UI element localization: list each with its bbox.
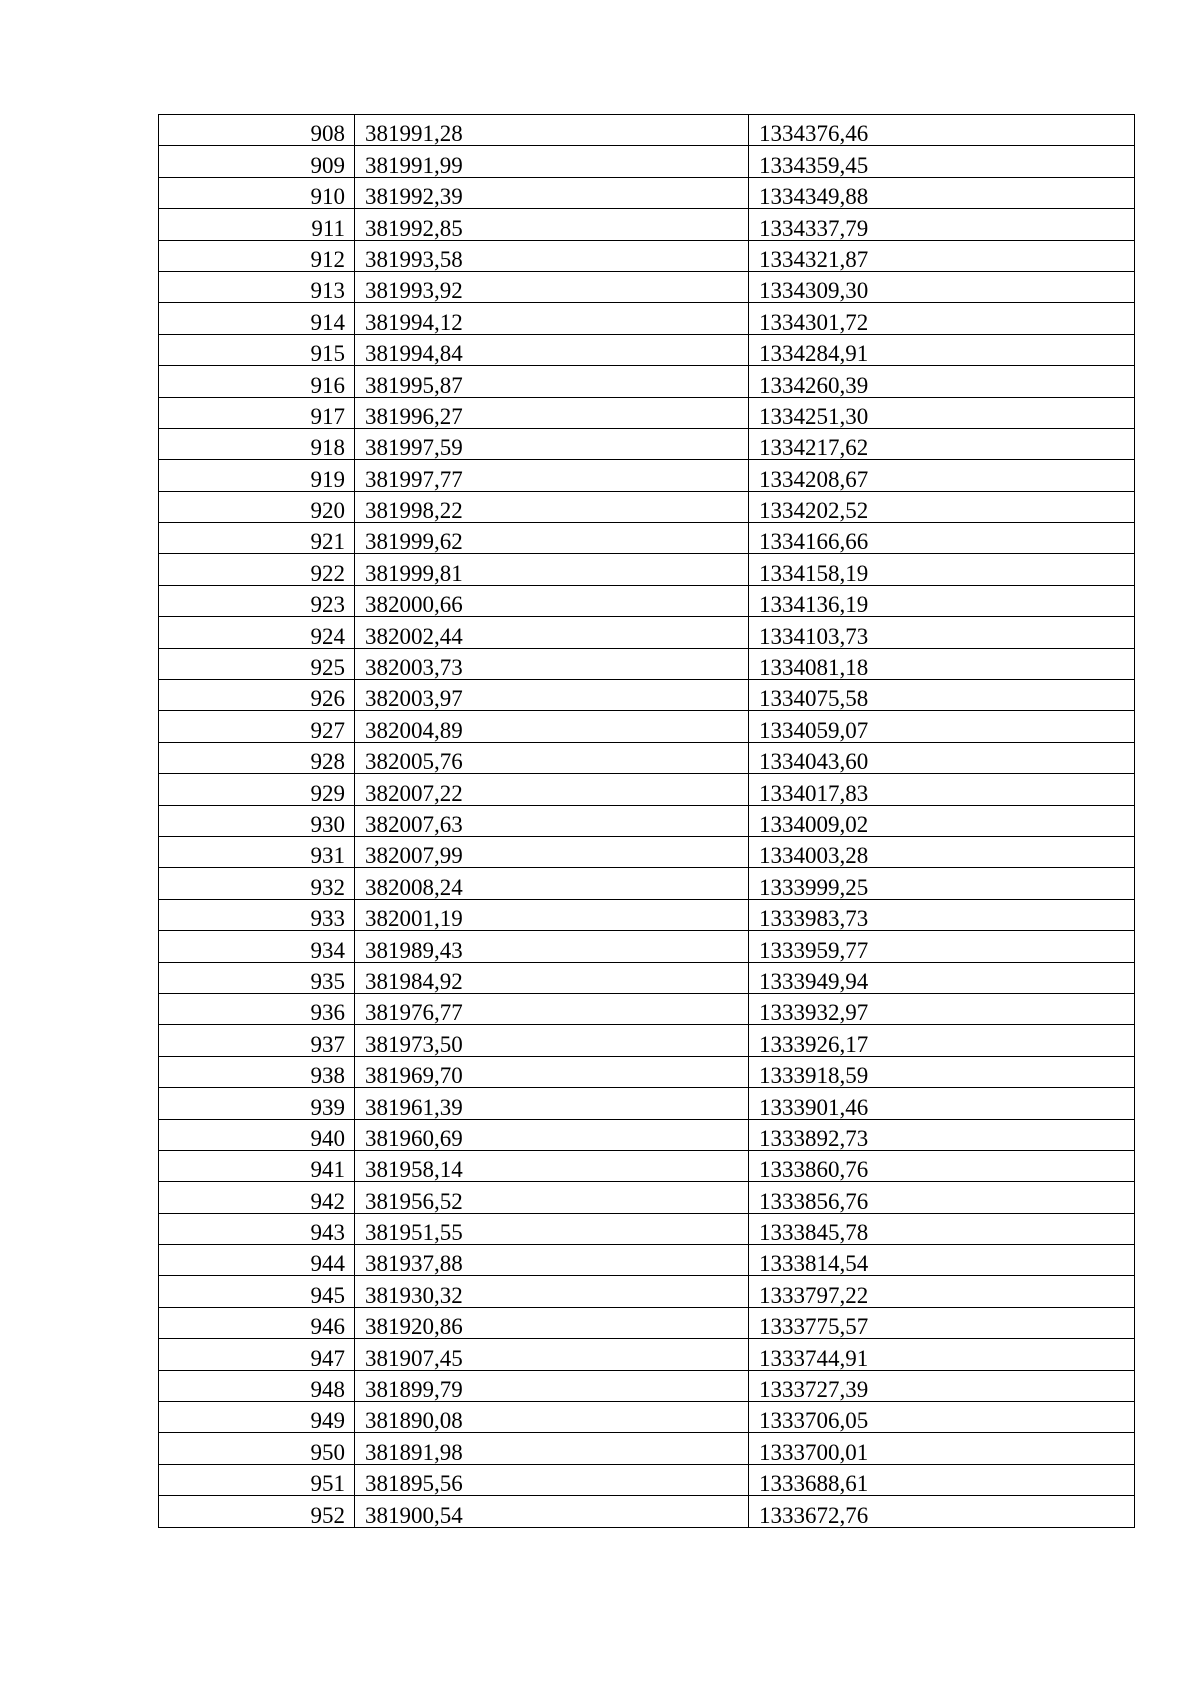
- y-coordinate-cell: 1334103,73: [749, 617, 1135, 648]
- y-coordinate-cell: 1334075,58: [749, 680, 1135, 711]
- point-number-cell: 919: [159, 460, 355, 491]
- table-row: [159, 1307, 1135, 1338]
- table-row: [159, 146, 1135, 177]
- x-coordinate-cell: 381989,43: [355, 931, 749, 962]
- x-coordinate-cell: 381991,99: [355, 146, 749, 177]
- table-row: [159, 177, 1135, 208]
- point-number-cell: 951: [159, 1464, 355, 1495]
- point-number-cell: 947: [159, 1339, 355, 1370]
- y-coordinate-cell: 1334158,19: [749, 554, 1135, 585]
- y-coordinate-cell: 1334136,19: [749, 585, 1135, 616]
- y-coordinate-cell: 1334337,79: [749, 209, 1135, 240]
- x-coordinate-cell: 381930,32: [355, 1276, 749, 1307]
- y-coordinate-cell: 1334208,67: [749, 460, 1135, 491]
- x-coordinate-cell: 382003,73: [355, 648, 749, 679]
- table-row: [159, 428, 1135, 459]
- table-row: [159, 1402, 1135, 1433]
- point-number-cell: 931: [159, 836, 355, 867]
- point-number-cell: 943: [159, 1213, 355, 1244]
- x-coordinate-cell: 382007,99: [355, 836, 749, 867]
- x-coordinate-cell: 381991,28: [355, 115, 749, 146]
- table-row: [159, 523, 1135, 554]
- x-coordinate-cell: 381895,56: [355, 1464, 749, 1495]
- point-number-cell: 926: [159, 680, 355, 711]
- point-number-cell: 921: [159, 523, 355, 554]
- point-number-cell: 948: [159, 1370, 355, 1401]
- point-number-cell: 920: [159, 491, 355, 522]
- table-row: [159, 1464, 1135, 1495]
- table-row: [159, 962, 1135, 993]
- point-number-cell: 922: [159, 554, 355, 585]
- table-row: [159, 1213, 1135, 1244]
- y-coordinate-cell: 1333860,76: [749, 1150, 1135, 1181]
- table-row: [159, 1370, 1135, 1401]
- table-row: [159, 1119, 1135, 1150]
- table-row: [159, 1276, 1135, 1307]
- x-coordinate-cell: 381956,52: [355, 1182, 749, 1213]
- y-coordinate-cell: 1334202,52: [749, 491, 1135, 522]
- x-coordinate-cell: 381969,70: [355, 1056, 749, 1087]
- table-row: [159, 460, 1135, 491]
- x-coordinate-cell: 381961,39: [355, 1088, 749, 1119]
- table-row: [159, 899, 1135, 930]
- y-coordinate-cell: 1334217,62: [749, 428, 1135, 459]
- y-coordinate-cell: 1334260,39: [749, 366, 1135, 397]
- point-number-cell: 925: [159, 648, 355, 679]
- point-number-cell: 928: [159, 742, 355, 773]
- y-coordinate-cell: 1334349,88: [749, 177, 1135, 208]
- y-coordinate-cell: 1334059,07: [749, 711, 1135, 742]
- point-number-cell: 923: [159, 585, 355, 616]
- x-coordinate-cell: 381960,69: [355, 1119, 749, 1150]
- table-row: [159, 774, 1135, 805]
- table-row: [159, 836, 1135, 867]
- y-coordinate-cell: 1333706,05: [749, 1402, 1135, 1433]
- y-coordinate-cell: 1333672,76: [749, 1496, 1135, 1527]
- x-coordinate-cell: 381999,62: [355, 523, 749, 554]
- x-coordinate-cell: 381907,45: [355, 1339, 749, 1370]
- x-coordinate-cell: 381900,54: [355, 1496, 749, 1527]
- table-row: [159, 1496, 1135, 1527]
- table-row: [159, 397, 1135, 428]
- point-number-cell: 909: [159, 146, 355, 177]
- table-row: [159, 931, 1135, 962]
- x-coordinate-cell: 382001,19: [355, 899, 749, 930]
- x-coordinate-cell: 381994,12: [355, 303, 749, 334]
- point-number-cell: 935: [159, 962, 355, 993]
- point-number-cell: 908: [159, 115, 355, 146]
- y-coordinate-cell: 1333901,46: [749, 1088, 1135, 1119]
- table-row: [159, 115, 1135, 146]
- table-row: [159, 1025, 1135, 1056]
- table-row: [159, 554, 1135, 585]
- x-coordinate-cell: 381995,87: [355, 366, 749, 397]
- point-number-cell: 940: [159, 1119, 355, 1150]
- y-coordinate-cell: 1333926,17: [749, 1025, 1135, 1056]
- point-number-cell: 914: [159, 303, 355, 334]
- y-coordinate-cell: 1334251,30: [749, 397, 1135, 428]
- x-coordinate-cell: 381996,27: [355, 397, 749, 428]
- x-coordinate-cell: 381958,14: [355, 1150, 749, 1181]
- point-number-cell: 917: [159, 397, 355, 428]
- point-number-cell: 932: [159, 868, 355, 899]
- y-coordinate-cell: 1333918,59: [749, 1056, 1135, 1087]
- y-coordinate-cell: 1333983,73: [749, 899, 1135, 930]
- point-number-cell: 937: [159, 1025, 355, 1056]
- y-coordinate-cell: 1333949,94: [749, 962, 1135, 993]
- table-row: [159, 240, 1135, 271]
- x-coordinate-cell: 381993,92: [355, 271, 749, 302]
- x-coordinate-cell: 382007,63: [355, 805, 749, 836]
- x-coordinate-cell: 382007,22: [355, 774, 749, 805]
- x-coordinate-cell: 382000,66: [355, 585, 749, 616]
- y-coordinate-cell: 1334309,30: [749, 271, 1135, 302]
- point-number-cell: 938: [159, 1056, 355, 1087]
- table-row: [159, 1339, 1135, 1370]
- table-row: [159, 680, 1135, 711]
- point-number-cell: 910: [159, 177, 355, 208]
- point-number-cell: 913: [159, 271, 355, 302]
- table-row: [159, 1433, 1135, 1464]
- x-coordinate-cell: 381973,50: [355, 1025, 749, 1056]
- table-row: [159, 271, 1135, 302]
- y-coordinate-cell: 1333688,61: [749, 1464, 1135, 1495]
- table-row: [159, 491, 1135, 522]
- x-coordinate-cell: 381891,98: [355, 1433, 749, 1464]
- point-number-cell: 952: [159, 1496, 355, 1527]
- x-coordinate-cell: 381994,84: [355, 334, 749, 365]
- table-row: [159, 993, 1135, 1024]
- point-number-cell: 939: [159, 1088, 355, 1119]
- point-number-cell: 915: [159, 334, 355, 365]
- point-number-cell: 916: [159, 366, 355, 397]
- table-row: [159, 711, 1135, 742]
- y-coordinate-cell: 1334376,46: [749, 115, 1135, 146]
- table-row: [159, 1056, 1135, 1087]
- x-coordinate-cell: 381999,81: [355, 554, 749, 585]
- y-coordinate-cell: 1333727,39: [749, 1370, 1135, 1401]
- table-row: [159, 209, 1135, 240]
- y-coordinate-cell: 1334009,02: [749, 805, 1135, 836]
- y-coordinate-cell: 1333845,78: [749, 1213, 1135, 1244]
- point-number-cell: 944: [159, 1245, 355, 1276]
- table-row: [159, 303, 1135, 334]
- point-number-cell: 912: [159, 240, 355, 271]
- x-coordinate-cell: 381992,85: [355, 209, 749, 240]
- y-coordinate-cell: 1333856,76: [749, 1182, 1135, 1213]
- x-coordinate-cell: 381976,77: [355, 993, 749, 1024]
- y-coordinate-cell: 1333814,54: [749, 1245, 1135, 1276]
- point-number-cell: 946: [159, 1307, 355, 1338]
- table-row: [159, 1150, 1135, 1181]
- x-coordinate-cell: 382008,24: [355, 868, 749, 899]
- point-number-cell: 945: [159, 1276, 355, 1307]
- y-coordinate-cell: 1333775,57: [749, 1307, 1135, 1338]
- x-coordinate-cell: 381998,22: [355, 491, 749, 522]
- y-coordinate-cell: 1334284,91: [749, 334, 1135, 365]
- table-row: [159, 1088, 1135, 1119]
- y-coordinate-cell: 1334043,60: [749, 742, 1135, 773]
- point-number-cell: 941: [159, 1150, 355, 1181]
- y-coordinate-cell: 1333700,01: [749, 1433, 1135, 1464]
- point-number-cell: 949: [159, 1402, 355, 1433]
- y-coordinate-cell: 1334081,18: [749, 648, 1135, 679]
- point-number-cell: 924: [159, 617, 355, 648]
- table-row: [159, 585, 1135, 616]
- x-coordinate-cell: 381951,55: [355, 1213, 749, 1244]
- point-number-cell: 934: [159, 931, 355, 962]
- point-number-cell: 911: [159, 209, 355, 240]
- coordinates-table-body: [159, 115, 1135, 1528]
- y-coordinate-cell: 1333999,25: [749, 868, 1135, 899]
- y-coordinate-cell: 1334301,72: [749, 303, 1135, 334]
- x-coordinate-cell: 382004,89: [355, 711, 749, 742]
- y-coordinate-cell: 1334321,87: [749, 240, 1135, 271]
- y-coordinate-cell: 1334017,83: [749, 774, 1135, 805]
- point-number-cell: 929: [159, 774, 355, 805]
- x-coordinate-cell: 381984,92: [355, 962, 749, 993]
- x-coordinate-cell: 382005,76: [355, 742, 749, 773]
- table-row: [159, 648, 1135, 679]
- y-coordinate-cell: 1333959,77: [749, 931, 1135, 962]
- x-coordinate-cell: 381993,58: [355, 240, 749, 271]
- point-number-cell: 933: [159, 899, 355, 930]
- y-coordinate-cell: 1333932,97: [749, 993, 1135, 1024]
- point-number-cell: 918: [159, 428, 355, 459]
- y-coordinate-cell: 1333744,91: [749, 1339, 1135, 1370]
- x-coordinate-cell: 382003,97: [355, 680, 749, 711]
- y-coordinate-cell: 1333892,73: [749, 1119, 1135, 1150]
- table-row: [159, 334, 1135, 365]
- point-number-cell: 930: [159, 805, 355, 836]
- x-coordinate-cell: 381997,59: [355, 428, 749, 459]
- y-coordinate-cell: 1334166,66: [749, 523, 1135, 554]
- table-row: [159, 742, 1135, 773]
- y-coordinate-cell: 1333797,22: [749, 1276, 1135, 1307]
- point-number-cell: 936: [159, 993, 355, 1024]
- y-coordinate-cell: 1334359,45: [749, 146, 1135, 177]
- x-coordinate-cell: 381890,08: [355, 1402, 749, 1433]
- table-row: [159, 617, 1135, 648]
- x-coordinate-cell: 381992,39: [355, 177, 749, 208]
- y-coordinate-cell: 1334003,28: [749, 836, 1135, 867]
- x-coordinate-cell: 381899,79: [355, 1370, 749, 1401]
- table-row: [159, 1245, 1135, 1276]
- point-number-cell: 927: [159, 711, 355, 742]
- coordinates-table: [158, 114, 1135, 1528]
- point-number-cell: 942: [159, 1182, 355, 1213]
- x-coordinate-cell: 382002,44: [355, 617, 749, 648]
- table-row: [159, 1182, 1135, 1213]
- x-coordinate-cell: 381920,86: [355, 1307, 749, 1338]
- x-coordinate-cell: 381997,77: [355, 460, 749, 491]
- table-row: [159, 868, 1135, 899]
- table-row: [159, 805, 1135, 836]
- x-coordinate-cell: 381937,88: [355, 1245, 749, 1276]
- table-row: [159, 366, 1135, 397]
- point-number-cell: 950: [159, 1433, 355, 1464]
